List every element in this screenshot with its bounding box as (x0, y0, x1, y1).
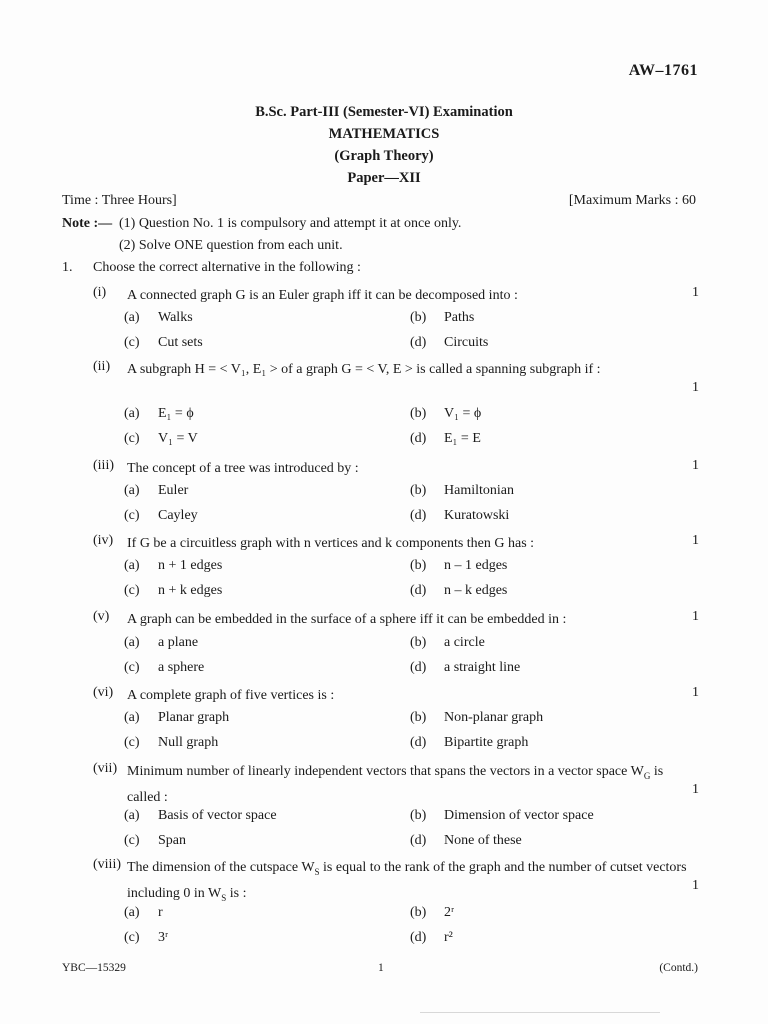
question-marks: 1 (692, 878, 699, 893)
option-text: E₁ = ϕ (158, 406, 194, 421)
answer-option (410, 558, 507, 574)
answer-option (124, 483, 188, 499)
answer-option (410, 930, 453, 946)
option-text: Cut sets (158, 335, 203, 350)
option-text: 3ʳ (158, 930, 169, 945)
option-letter: (d) (410, 735, 427, 750)
option-letter: (d) (410, 508, 427, 523)
question-text: A connected graph G is an Euler graph iff it can be decomposed into : (127, 288, 518, 303)
option-letter: (a) (124, 558, 140, 573)
question-marks: 1 (692, 380, 699, 395)
option-text: Planar graph (158, 710, 230, 725)
option-letter: (c) (124, 660, 140, 675)
answer-option (124, 930, 168, 946)
question-index: (iii) (93, 458, 114, 473)
answer-option (124, 431, 198, 447)
option-text: n – k edges (444, 583, 508, 598)
option-letter: (d) (410, 833, 427, 848)
topic-title: (Graph Theory) (334, 148, 434, 164)
question-index: (vi) (93, 685, 114, 700)
question-index: (vii) (93, 761, 118, 776)
question-index: (i) (93, 285, 107, 300)
time-limit: Time : Three Hours] (62, 193, 177, 208)
answer-option (124, 735, 218, 751)
answer-option (410, 406, 481, 422)
answer-option (410, 431, 481, 447)
mcq-question (93, 533, 699, 554)
option-letter: (c) (124, 335, 140, 350)
option-letter: (d) (410, 930, 427, 945)
option-text: r² (444, 930, 453, 945)
question-index: (v) (93, 609, 110, 624)
option-letter: (a) (124, 710, 140, 725)
option-text: Dimension of vector space (444, 808, 594, 823)
note-1: (1) Question No. 1 is compulsory and attempt it at once only. (119, 216, 462, 231)
note-label: Note :— (62, 216, 113, 231)
option-text: Hamiltonian (444, 483, 514, 498)
option-letter: (a) (124, 483, 140, 498)
option-letter: (b) (410, 558, 427, 573)
option-letter: (a) (124, 406, 140, 421)
answer-option (410, 808, 594, 824)
answer-option (410, 735, 528, 751)
answer-option (124, 833, 186, 849)
mcq-question (93, 609, 699, 630)
answer-option (410, 905, 454, 921)
option-letter: (c) (124, 735, 140, 750)
question-text: A graph can be embedded in the surface of a sphere iff it can be embedded in : (127, 612, 567, 627)
question-number: 1. (62, 260, 73, 275)
option-letter: (b) (410, 710, 427, 725)
option-text: Bipartite graph (444, 735, 529, 750)
answer-option (124, 406, 194, 422)
option-letter: (d) (410, 660, 427, 675)
question-marks: 1 (692, 533, 699, 548)
option-text: 2ʳ (444, 905, 455, 920)
option-text: Basis of vector space (158, 808, 277, 823)
subject-title: MATHEMATICS (328, 126, 440, 142)
mcq-question (93, 458, 699, 479)
maximum-marks: [Maximum Marks : 60 (568, 193, 696, 208)
answer-option (410, 660, 520, 676)
answer-option (410, 710, 543, 726)
note-2: (2) Solve ONE question from each unit. (119, 238, 343, 253)
option-letter: (c) (124, 431, 140, 446)
answer-option (124, 335, 203, 351)
mcq-question (93, 285, 699, 306)
question-marks: 1 (692, 782, 699, 797)
paper-code: AW–1761 (628, 62, 698, 79)
question-index: (iv) (93, 533, 114, 548)
mcq-question (93, 359, 699, 401)
answer-option (410, 635, 485, 651)
option-text: Null graph (158, 735, 219, 750)
option-text: V₁ = ϕ (444, 406, 482, 421)
question-text: The concept of a tree was introduced by : (127, 461, 359, 476)
option-letter: (b) (410, 808, 427, 823)
exam-title: B.Sc. Part-III (Semester-VI) Examination (255, 104, 513, 120)
option-letter: (d) (410, 431, 427, 446)
answer-option (124, 808, 277, 824)
question-text: Minimum number of linearly independent vectors that spans the vectors in a vector space $W_G$ is called : (127, 764, 664, 805)
option-text: r (158, 905, 163, 920)
option-letter: (b) (410, 635, 427, 650)
option-letter: (b) (410, 406, 427, 421)
question-text: The dimension of the cutspace $W_S$ is equal to the rank of the graph and the number of cutset vectors including 0 in $W_S$ is : (127, 860, 687, 903)
question-text: A complete graph of five vertices is : (127, 688, 335, 703)
option-text: V₁ = V (158, 431, 198, 446)
option-letter: (a) (124, 808, 140, 823)
footer-code: YBC—15329 (62, 962, 126, 974)
question-marks: 1 (692, 685, 699, 700)
option-text: Cayley (158, 508, 198, 523)
option-text: n + 1 edges (158, 558, 223, 573)
answer-option (124, 710, 229, 726)
option-text: n + k edges (158, 583, 223, 598)
continued-label: (Contd.) (659, 962, 698, 974)
question-text: A subgraph H = < V₁, E₁ > of a graph G = < V, E > is called a spanning subgraph if : (127, 362, 601, 377)
option-letter: (b) (410, 310, 427, 325)
option-text: Euler (158, 483, 189, 498)
scan-artifact-line (420, 1012, 660, 1013)
answer-option (410, 583, 507, 599)
question-instruction: Choose the correct alternative in the following : (93, 260, 361, 275)
option-text: a plane (158, 635, 199, 650)
question-marks: 1 (692, 285, 699, 300)
answer-option (124, 310, 193, 326)
answer-option (410, 483, 514, 499)
option-text: None of these (444, 833, 522, 848)
option-letter: (b) (410, 483, 427, 498)
question-index: (viii) (93, 857, 121, 872)
option-text: a sphere (158, 660, 205, 675)
option-text: Circuits (444, 335, 489, 350)
option-letter: (c) (124, 508, 140, 523)
question-text: If G be a circuitless graph with n vertices and k components then G has : (127, 536, 535, 551)
option-text: a straight line (444, 660, 521, 675)
answer-option (124, 508, 198, 524)
answer-option (410, 335, 488, 351)
option-text: Kuratowski (444, 508, 510, 523)
option-text: n – 1 edges (444, 558, 508, 573)
answer-option (410, 508, 509, 524)
option-letter: (c) (124, 930, 140, 945)
option-text: a circle (444, 635, 485, 650)
option-text: E₁ = E (444, 431, 481, 446)
option-letter: (d) (410, 583, 427, 598)
page-number: 1 (378, 962, 384, 974)
option-letter: (d) (410, 335, 427, 350)
answer-option (124, 660, 204, 676)
answer-option (124, 558, 222, 574)
mcq-question (93, 857, 699, 903)
paper-title: Paper—XII (347, 170, 421, 186)
option-letter: (b) (410, 905, 427, 920)
answer-option (410, 833, 522, 849)
mcq-question (93, 685, 699, 706)
option-letter: (a) (124, 905, 140, 920)
option-text: Non-planar graph (444, 710, 544, 725)
option-letter: (c) (124, 583, 140, 598)
option-letter: (a) (124, 635, 140, 650)
option-letter: (a) (124, 310, 140, 325)
answer-option (124, 635, 198, 651)
option-text: Walks (158, 310, 193, 325)
question-marks: 1 (692, 609, 699, 624)
answer-option (410, 310, 474, 326)
answer-option (124, 583, 222, 599)
option-text: Paths (444, 310, 475, 325)
mcq-question (93, 761, 699, 803)
question-index: (ii) (93, 359, 111, 374)
answer-option (124, 905, 163, 921)
question-marks: 1 (692, 458, 699, 473)
option-letter: (c) (124, 833, 140, 848)
option-text: Span (158, 833, 186, 848)
